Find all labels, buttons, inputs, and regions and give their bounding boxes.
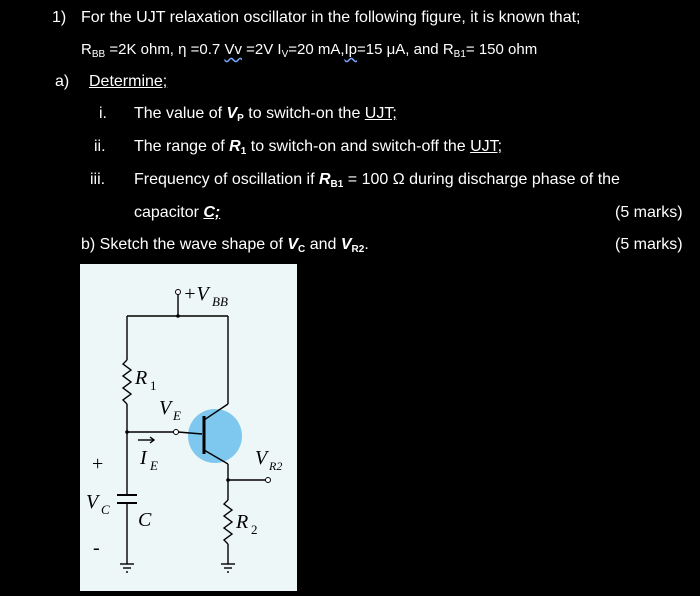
junction-b1	[226, 478, 230, 482]
vr2-terminal	[266, 478, 271, 483]
vc-label: V	[86, 491, 99, 513]
vr2-label: V	[255, 447, 268, 469]
ve-label: V	[159, 397, 172, 419]
junction-emitter	[125, 430, 129, 434]
question-intro	[81, 8, 581, 28]
vc-sub: C	[101, 502, 110, 517]
r1-label: R	[135, 367, 148, 389]
ie-label: I	[140, 447, 147, 469]
intro-text: For the UJT relaxation oscillator in the following figure, it is known that;	[81, 9, 581, 26]
part-b-text: b) Sketch the wave shape of $V_C$ and $V_{R2}$.	[81, 236, 369, 255]
vbb-label: +V	[183, 283, 209, 305]
item-i-text: The value of $V_P$ to switch-on the UJT;	[134, 105, 397, 124]
ve-sub: E	[173, 408, 181, 423]
question-number: 1)	[52, 9, 67, 26]
ie-sub: E	[150, 458, 158, 473]
given-parameters: $R_{BB} =2K$ ohm, η =0.7 Vv =2V $I_V=20$ mA,Ip=15 μA, and $R_{B1}= 150$ ohm	[81, 41, 538, 60]
plus-sign: +	[92, 453, 104, 475]
emitter-terminal	[174, 430, 179, 435]
minus-sign: -	[93, 537, 100, 559]
junction-top	[176, 314, 180, 318]
item-iii-number: iii.	[90, 171, 106, 188]
r1-sub: 1	[150, 378, 157, 393]
r2-sub: 2	[251, 522, 258, 537]
vbb-terminal	[176, 290, 181, 295]
ujt-circuit-diagram	[80, 264, 297, 591]
c-label: C	[138, 509, 152, 531]
part-a-title: Determine;	[89, 73, 168, 90]
item-iii-text: Frequency of oscillation if $R_{B1} = 100$ Ω during discharge phase of the	[134, 171, 620, 190]
item-iii-text-line2: capacitor C;	[134, 204, 221, 221]
vr2-sub: R2	[269, 459, 283, 473]
item-ii-text: The range of $R_1$ to switch-on and switch-off the UJT;	[134, 138, 503, 157]
circuit-svg	[80, 264, 297, 591]
item-i-number: i.	[99, 105, 107, 122]
ujt-highlight	[188, 409, 242, 463]
part-a-marks: (5 marks)	[615, 204, 683, 221]
r1-resistor	[123, 360, 131, 404]
vbb-sub: BB	[212, 294, 228, 309]
r2-resistor	[224, 500, 232, 544]
item-ii-number: ii.	[94, 138, 106, 155]
part-b-marks: (5 marks)	[615, 236, 683, 253]
part-a-label: a)	[55, 73, 70, 90]
r2-label: R	[236, 511, 249, 533]
